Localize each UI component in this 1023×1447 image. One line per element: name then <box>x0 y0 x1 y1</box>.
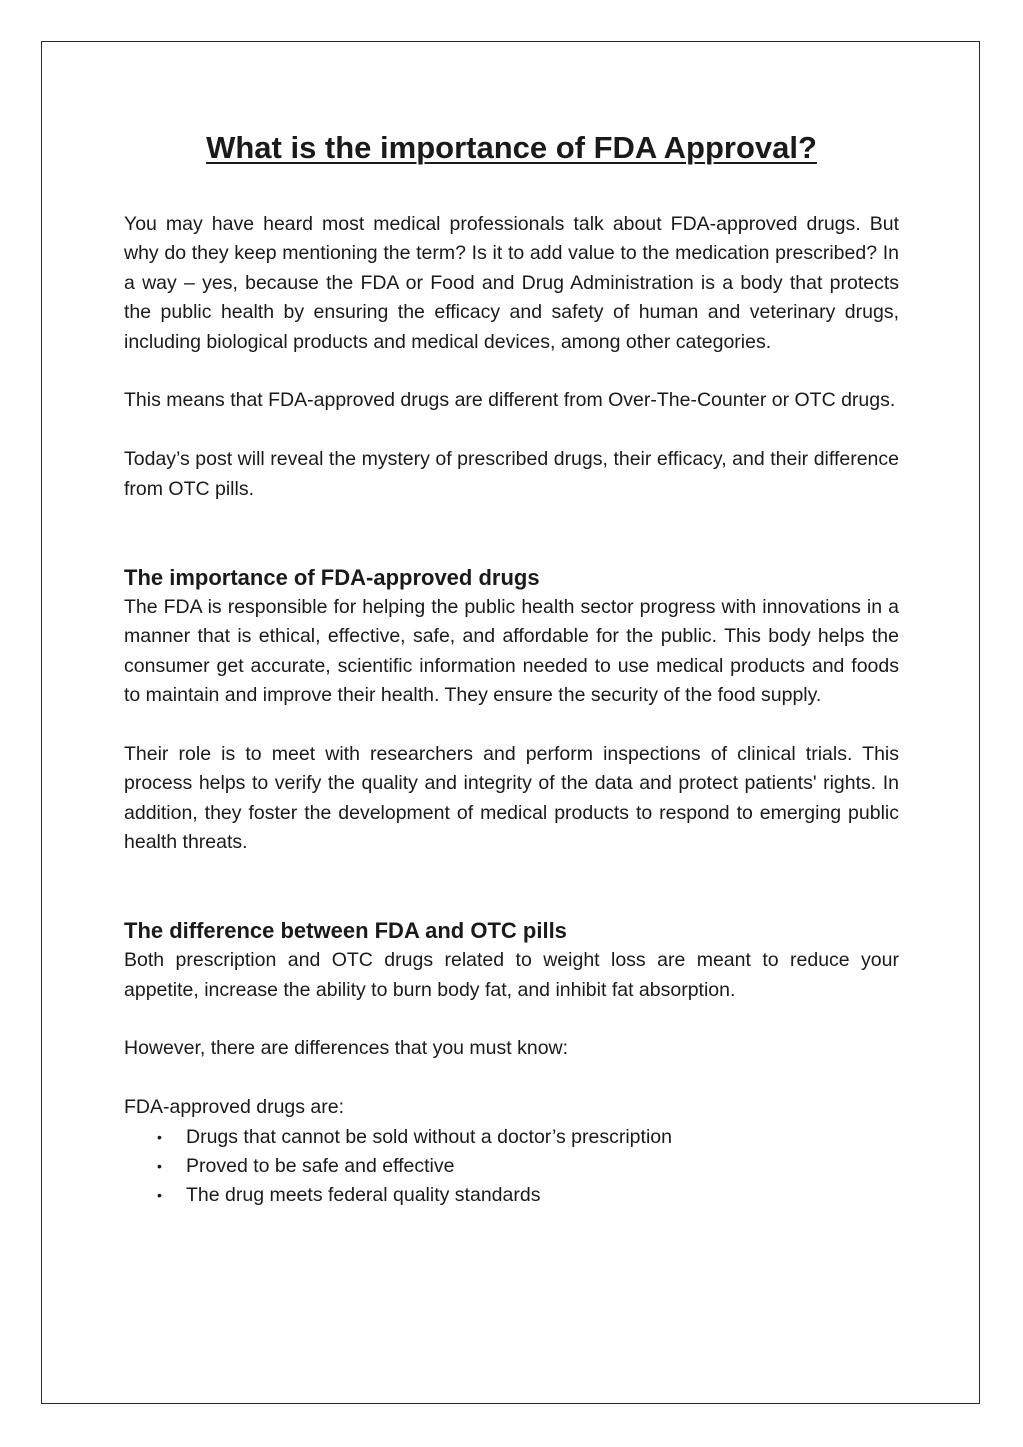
intro-paragraph-3: Today’s post will reveal the mystery of prescribed drugs, their efficacy, and their difference from OTC pills. <box>124 448 899 500</box>
spacer <box>124 710 899 739</box>
section1-paragraph-1: The FDA is responsible for helping the public health sector progress with innovations in a manner that is ethical, effective, safe, and affordable for the public. This body helps the consumer get accurate, scientific information needed to use medical products and foods to maintain and improve their health. They ensure the security of the food supply. <box>124 595 899 707</box>
spacer <box>124 1005 899 1034</box>
fda-drug-list <box>124 1123 899 1211</box>
spacer <box>124 416 899 445</box>
intro-paragraph-1: You may have heard most medical professionals talk about FDA-approved drugs. But why do they keep mentioning the term? Is it to add value to the medication prescribed? In a way – yes, because the FDA or Food and Drug Administration is a body that protects the public health by ensuring the efficacy and safety of human and veterinary drugs, including biological products and medical devices, among other categories. <box>124 213 899 353</box>
section1-paragraph-2: Their role is to meet with researchers and perform inspections of clinical trials. This process helps to verify the quality and integrity of the data and protect patients' rights. In addition, they foster the development of medical products to respond to emerging public health threats. <box>124 742 899 854</box>
section2-paragraph-2: However, there are differences that you must know: <box>124 1037 569 1060</box>
section-heading-difference: The difference between FDA and OTC pills <box>124 918 567 944</box>
spacer <box>124 504 899 563</box>
section2-paragraph-1: Both prescription and OTC drugs related to weight loss are meant to reduce your appetite, increase the ability to burn body fat, and inhibit fat absorption. <box>124 949 899 1001</box>
list-item <box>157 1181 899 1210</box>
spacer <box>124 1064 899 1093</box>
bullet-icon: • <box>157 1187 162 1204</box>
list-item-text: Proved to be safe and effective <box>186 1155 455 1178</box>
bullet-icon: • <box>157 1158 162 1175</box>
section-heading-importance: The importance of FDA-approved drugs <box>124 564 540 590</box>
list-item <box>157 1123 899 1152</box>
document-body <box>124 126 899 1211</box>
list-item <box>157 1152 899 1181</box>
spacer <box>124 857 899 916</box>
list-item-text: The drug meets federal quality standards <box>186 1184 541 1207</box>
spacer <box>124 357 899 386</box>
bullet-icon: • <box>157 1128 162 1145</box>
list-item-text: Drugs that cannot be sold without a doctor’s prescription <box>186 1125 672 1148</box>
page-title: What is the importance of FDA Approval? <box>206 130 817 165</box>
list-intro: FDA-approved drugs are: <box>124 1096 345 1119</box>
intro-paragraph-2: This means that FDA-approved drugs are different from Over-The-Counter or OTC drugs. <box>124 389 896 412</box>
